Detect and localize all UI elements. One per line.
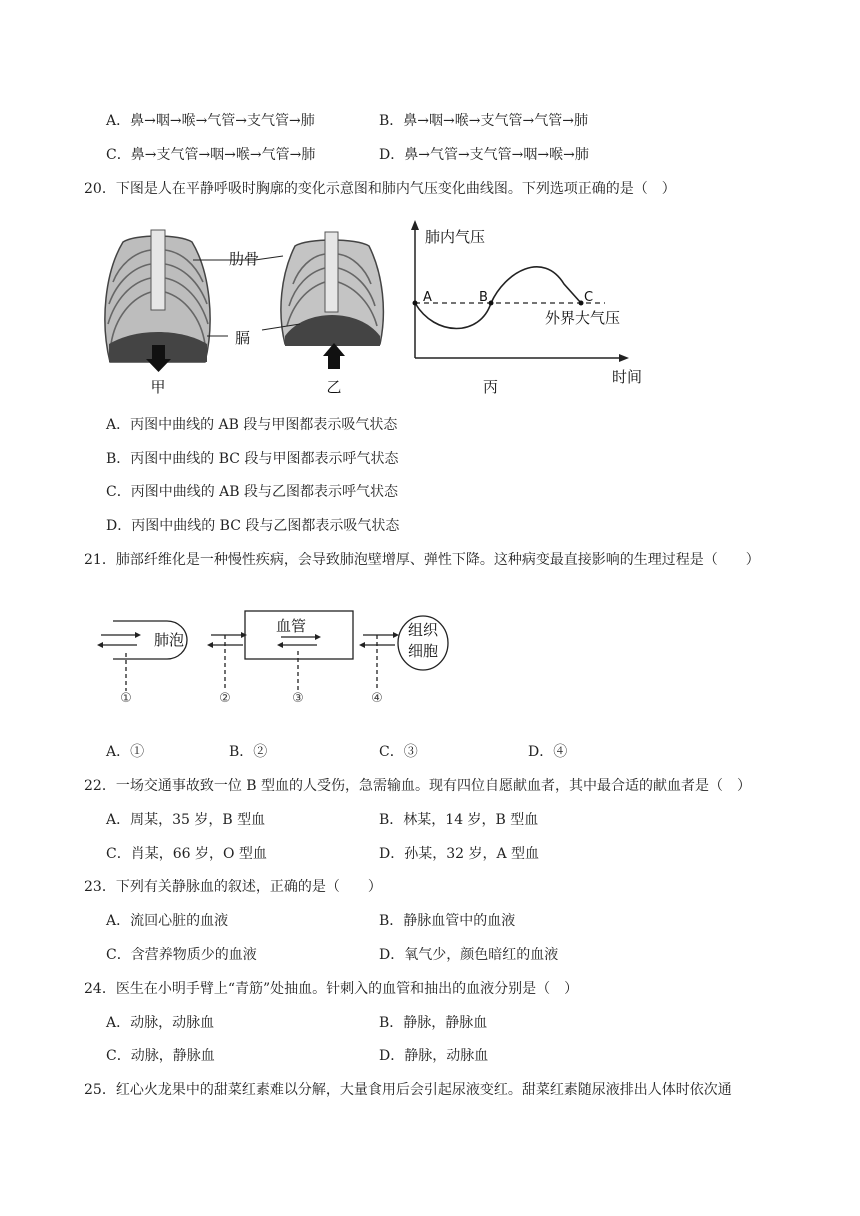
point-c-label: C	[584, 290, 594, 305]
q24-stem: 24．医生在小明手臂上“青筋”处抽血。针刺入的血管和抽出的血液分别是（ ）	[84, 981, 579, 997]
tissue-label-2: 细胞	[407, 642, 439, 660]
marker-1: ①	[120, 691, 132, 706]
q20-figure	[95, 212, 655, 397]
q21-stem: 21．肺部纤维化是一种慢性疾病，会导致肺泡壁增厚、弹性下降。这种病变最直接影响的生理过程是（ ）	[84, 552, 760, 568]
point-a-label: A	[423, 290, 432, 305]
label-diaphragm: 膈	[235, 329, 251, 347]
thorax-yi-illustration	[281, 232, 383, 369]
x-axis-label: 时间	[612, 368, 643, 386]
marker-2: ②	[219, 691, 231, 706]
q21-option-c[interactable]: C．③	[379, 744, 418, 760]
q19-option-b[interactable]: B．鼻→咽→喉→支气管→气管→肺	[379, 113, 588, 129]
q22-option-b[interactable]: B．林某，14 岁，B 型血	[379, 812, 539, 828]
q22-option-a[interactable]: A．周某，35 岁，B 型血	[106, 812, 266, 828]
marker-3: ③	[292, 691, 304, 706]
q21-option-a[interactable]: A．①	[106, 744, 145, 760]
q25-stem: 25．红心火龙果中的甜菜红素难以分解，大量食用后会引起尿液变红。甜菜红素随尿液排出人体时依次通	[84, 1082, 732, 1098]
q21-figure	[95, 605, 465, 715]
q20-option-b[interactable]: B．丙图中曲线的 BC 段与甲图都表示呼气状态	[106, 451, 399, 467]
q24-option-b[interactable]: B．静脉，静脉血	[379, 1015, 488, 1031]
q21-option-b[interactable]: B．②	[229, 744, 268, 760]
q23-option-c[interactable]: C．含营养物质少的血液	[106, 947, 257, 963]
y-axis-label: 肺内气压	[425, 228, 486, 246]
alveolus-label: 肺泡	[153, 631, 185, 649]
q22-option-d[interactable]: D．孙某，32 岁，A 型血	[379, 846, 540, 862]
label-bing: 丙	[483, 378, 499, 396]
vessel-label: 血管	[275, 617, 307, 635]
q23-stem: 23．下列有关静脉血的叙述，正确的是（ ）	[84, 879, 382, 895]
label-jia: 甲	[150, 378, 166, 396]
q20-option-c[interactable]: C．丙图中曲线的 AB 段与乙图都表示呼气状态	[106, 484, 399, 500]
q19-option-c[interactable]: C．鼻→支气管→咽→喉→气管→肺	[106, 147, 316, 163]
baseline-label: 外界大气压	[545, 309, 621, 327]
q20-option-d[interactable]: D．丙图中曲线的 BC 段与乙图都表示吸气状态	[106, 518, 400, 534]
q23-option-d[interactable]: D．氧气少，颜色暗红的血液	[379, 947, 559, 963]
q22-option-c[interactable]: C．肖某，66 岁，O 型血	[106, 846, 267, 862]
point-b-label: B	[479, 290, 488, 305]
q20-stem: 20．下图是人在平静呼吸时胸廓的变化示意图和肺内气压变化曲线图。下列选项正确的是（ ）	[84, 181, 676, 197]
q24-option-a[interactable]: A．动脉，动脉血	[106, 1015, 215, 1031]
q23-option-a[interactable]: A．流回心脏的血液	[106, 913, 229, 929]
q19-option-d[interactable]: D．鼻→气管→支气管→咽→喉→肺	[379, 147, 589, 163]
label-rib: 肋骨	[229, 250, 260, 268]
q24-option-d[interactable]: D．静脉，动脉血	[379, 1048, 489, 1064]
q19-option-a[interactable]: A．鼻→咽→喉→气管→支气管→肺	[106, 113, 315, 129]
thorax-jia-illustration	[105, 230, 210, 372]
tissue-label-1: 组织	[407, 621, 439, 639]
q20-option-a[interactable]: A．丙图中曲线的 AB 段与甲图都表示吸气状态	[106, 417, 398, 433]
q23-option-b[interactable]: B．静脉血管中的血液	[379, 913, 516, 929]
q24-option-c[interactable]: C．动脉，静脉血	[106, 1048, 215, 1064]
marker-4: ④	[371, 691, 383, 706]
q21-option-d[interactable]: D．④	[528, 744, 568, 760]
q22-stem: 22．一场交通事故致一位 B 型血的人受伤，急需输血。现有四位自愿献血者，其中最合适的献血者是（ ）	[84, 778, 752, 794]
label-yi: 乙	[326, 378, 342, 396]
